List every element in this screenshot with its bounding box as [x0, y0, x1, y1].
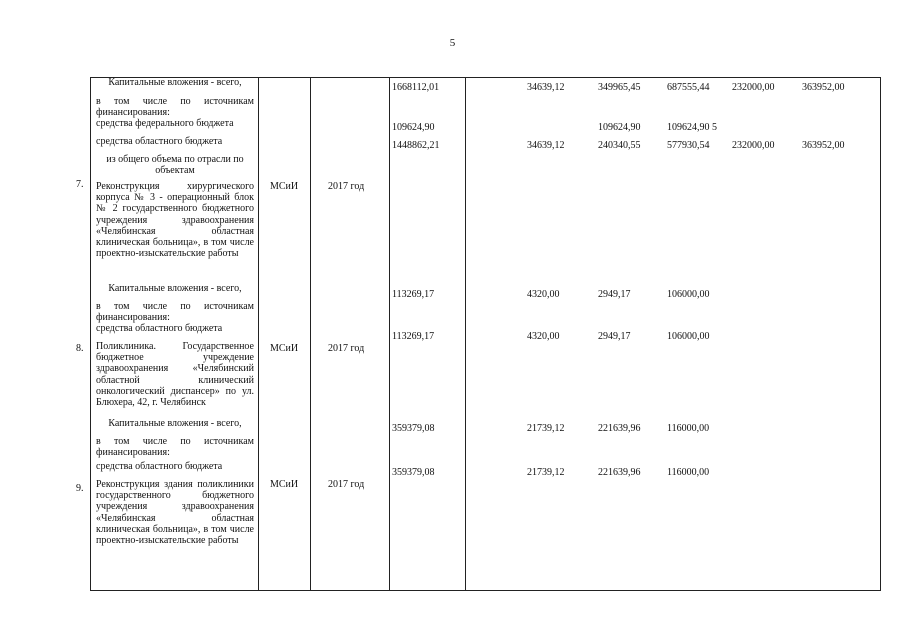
- federal-budget-label: средства федерального бюджета: [96, 118, 234, 129]
- row-number: 7.: [76, 179, 84, 190]
- capital-total-label: Капитальные вложения - всего,: [108, 283, 242, 294]
- capital-total-value: 106000,00: [667, 289, 710, 300]
- including-sources-label: в том числе по источникам финансирования:: [96, 301, 254, 324]
- capital-total-value: 232000,00: [732, 82, 775, 93]
- customer-cell: МСиИ: [270, 181, 299, 192]
- capital-total-label: Капитальные вложения - всего,: [108, 77, 242, 88]
- table-border-right: [880, 77, 881, 591]
- capital-total-value: 363952,00: [802, 82, 845, 93]
- column-divider: [389, 77, 390, 591]
- row-number: 8.: [76, 343, 84, 354]
- regional-budget-value: 240340,55: [598, 140, 641, 151]
- column-divider: [465, 77, 466, 591]
- regional-budget-value: 21739,12: [527, 467, 565, 478]
- regional-budget-value: 363952,00: [802, 140, 845, 151]
- table-border-bottom: [90, 590, 881, 591]
- capital-total-value: 116000,00: [667, 423, 710, 434]
- including-sources-label: в том числе по источникам финансирования:: [96, 96, 254, 119]
- column-divider: [258, 77, 259, 591]
- capital-total-value: 359379,08: [392, 423, 435, 434]
- capital-total-label: Капитальные вложения - всего,: [108, 418, 242, 429]
- regional-budget-value: 34639,12: [527, 140, 565, 151]
- regional-budget-value: 232000,00: [732, 140, 775, 151]
- table-border-left: [90, 77, 91, 591]
- object-title: Поликлиника. Государственное бюджетное учреждение здравоохранения «Челябинский областной клинический онкологический диспансер» по ул. Блюхера, 42, г. Челябинск: [96, 341, 254, 409]
- column-divider: [310, 77, 311, 591]
- customer-cell: МСиИ: [270, 479, 299, 490]
- federal-budget-value: 109624,90: [598, 122, 641, 133]
- capital-total-value: 21739,12: [527, 423, 565, 434]
- capital-total-value: 34639,12: [527, 82, 565, 93]
- regional-budget-value: 2949,17: [598, 331, 631, 342]
- object-title: Реконструкция хирургического корпуса № 3 - операционный блок № 2 государственного бюджетного учреждения здравоохранения «Челябинская областная клиническая больница», в том числе проектно-изыскательские работы: [96, 181, 254, 260]
- capital-total-value: 4320,00: [527, 289, 560, 300]
- regional-budget-value: 116000,00: [667, 467, 710, 478]
- capital-total-value: 349965,45: [598, 82, 641, 93]
- regional-budget-value: 113269,17: [392, 331, 435, 342]
- including-sources-label: в том числе по источникам финансирования:: [96, 436, 254, 459]
- capital-total-value: 113269,17: [392, 289, 435, 300]
- capital-total-value: 687555,44: [667, 82, 710, 93]
- federal-budget-value: 109624,90 5: [667, 122, 717, 133]
- capital-total-value: 221639,96: [598, 423, 641, 434]
- row-number: 9.: [76, 483, 84, 494]
- regional-budget-value: 359379,08: [392, 467, 435, 478]
- year-cell: 2017 год: [328, 479, 365, 490]
- federal-budget-value: 109624,90: [392, 122, 435, 133]
- capital-total-value: 2949,17: [598, 289, 631, 300]
- regional-budget-value: 106000,00: [667, 331, 710, 342]
- object-title: Реконструкция здания поликлиники государственного бюджетного учреждения здравоохранения «Челябинская областная клиническая больница», в том числе проектно-изыскательские работы: [96, 479, 254, 547]
- regional-budget-value: 221639,96: [598, 467, 641, 478]
- year-cell: 2017 год: [328, 181, 365, 192]
- from-total-label: из общего объема по отрасли по объектам: [106, 154, 244, 177]
- regional-budget-label: средства областного бюджета: [96, 136, 223, 147]
- customer-cell: МСиИ: [270, 343, 299, 354]
- regional-budget-value: 4320,00: [527, 331, 560, 342]
- regional-budget-label: средства областного бюджета: [96, 461, 223, 472]
- regional-budget-value: 577930,54: [667, 140, 710, 151]
- regional-budget-label: средства областного бюджета: [96, 323, 223, 334]
- capital-total-value: 1668112,01: [392, 82, 440, 93]
- year-cell: 2017 год: [328, 343, 365, 354]
- regional-budget-value: 1448862,21: [392, 140, 440, 151]
- budget-table: [76, 77, 881, 591]
- page-number: 5: [449, 37, 456, 49]
